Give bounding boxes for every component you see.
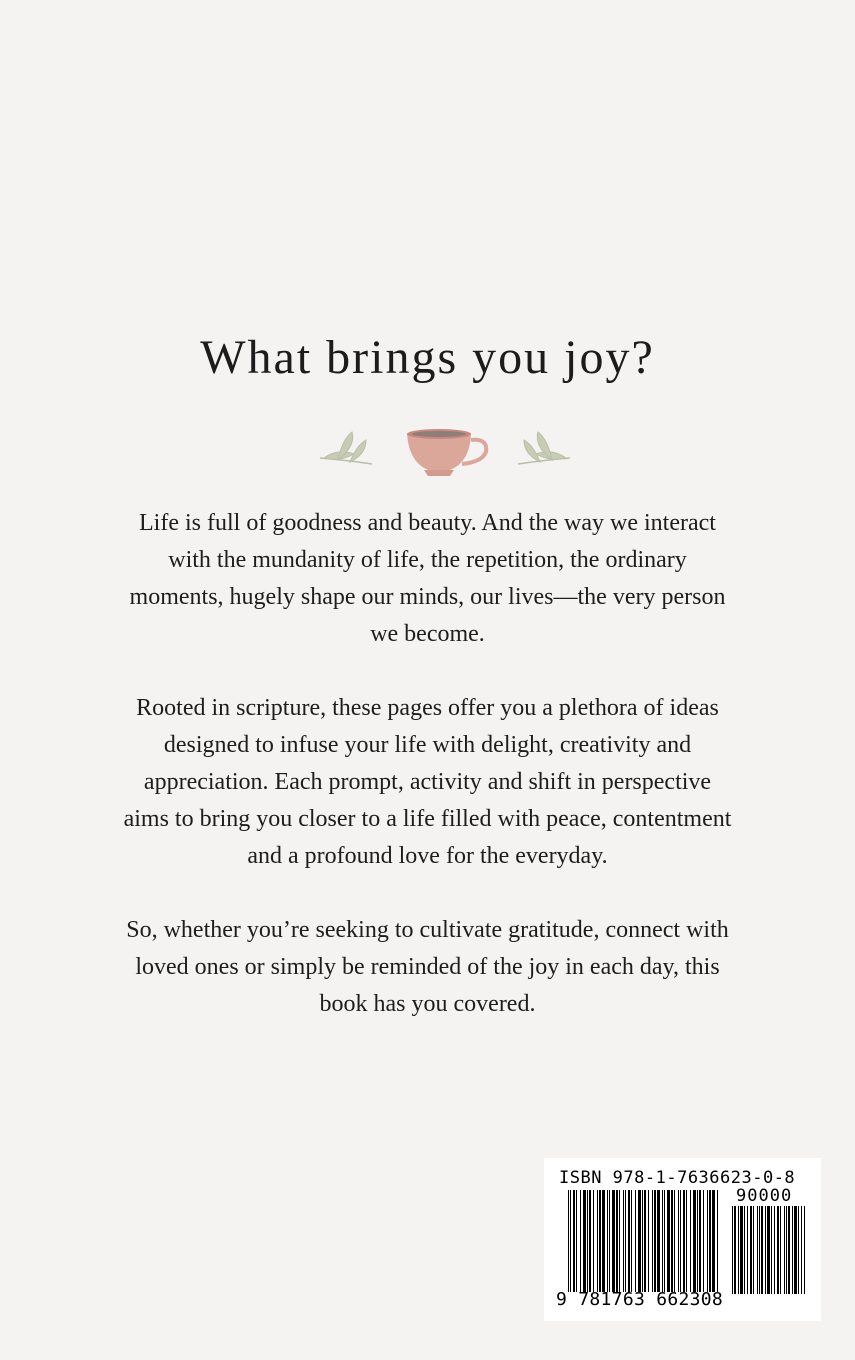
leaf-sprig-icon (320, 432, 372, 464)
barcode-bar (697, 1190, 698, 1292)
barcode-bar (642, 1190, 643, 1292)
barcode-bar (599, 1190, 601, 1292)
barcode-bar (792, 1206, 793, 1294)
barcode-bar (703, 1190, 704, 1292)
barcode-bar (625, 1190, 626, 1292)
teacup-icon (407, 429, 486, 476)
barcode-bar (686, 1190, 687, 1292)
barcode-bar (609, 1190, 610, 1292)
barcode-bar (747, 1206, 748, 1294)
barcode-bar (777, 1206, 779, 1294)
barcode-bar (761, 1206, 763, 1294)
barcode-bar (753, 1206, 754, 1294)
barcode-bar (699, 1190, 701, 1292)
barcode-bar (712, 1190, 715, 1292)
barcode-bar (757, 1206, 758, 1294)
blurb (120, 505, 735, 1060)
barcode-bar (570, 1190, 571, 1292)
price-code: 90000 (736, 1186, 793, 1206)
barcode-bar (683, 1190, 685, 1292)
barcode-bar (631, 1190, 632, 1292)
barcode-block (544, 1158, 821, 1321)
leaf-sprig-icon (518, 432, 570, 464)
barcode-bar (652, 1190, 653, 1292)
barcode-bar (740, 1206, 743, 1294)
blurb-paragraph: Rooted in scripture, these pages offer you a plethora of ideas designed to infuse your life with delight, creativity and appreciation. Each prompt, activity and shift in perspective aims to bring you closer to a life filled with peace, contentment and a profound love for the everyday. (123, 695, 732, 869)
barcode-bar (693, 1190, 696, 1292)
book-title: What brings you joy? (200, 331, 655, 384)
barcode-bar (774, 1206, 775, 1294)
barcode-bar (732, 1206, 733, 1294)
barcode-bar (780, 1206, 781, 1294)
barcode-bar (602, 1190, 605, 1292)
barcode-bar (576, 1190, 577, 1292)
barcode-bar (738, 1206, 739, 1294)
barcode-bar (607, 1190, 608, 1292)
barcode-bar (674, 1190, 675, 1292)
barcode-bar (612, 1190, 615, 1292)
barcode-bar (664, 1190, 665, 1292)
barcode-bar (587, 1190, 588, 1292)
barcode-bar (678, 1190, 679, 1292)
barcode-bar (771, 1206, 772, 1294)
barcode-bar (662, 1190, 663, 1292)
barcode-bar (750, 1206, 752, 1294)
barcode-bar (680, 1190, 681, 1292)
barcode-bar (801, 1206, 802, 1294)
barcode-bar (759, 1206, 760, 1294)
barcode-bar (644, 1190, 646, 1292)
barcode-bar (786, 1206, 787, 1294)
barcode-bar (583, 1190, 586, 1292)
barcode-bar (767, 1206, 770, 1294)
barcode-bar (589, 1190, 591, 1292)
barcode-bar (623, 1190, 624, 1292)
barcode-bar (628, 1190, 630, 1292)
barcode-bar (765, 1206, 766, 1294)
barcode-bar (667, 1190, 670, 1292)
barcode-bar (568, 1190, 569, 1292)
barcode-bar (734, 1206, 736, 1294)
barcode-bar (648, 1190, 649, 1292)
barcode-bar (635, 1190, 636, 1292)
barcode-bar (580, 1190, 581, 1292)
blurb-paragraph: Life is full of goodness and beauty. And the way we interact with the mundanity of life, the repetition, the ordinary moments, hugely shape our minds, our lives—the very person we become. (129, 510, 726, 647)
barcode-bar (657, 1190, 660, 1292)
barcode-bar (573, 1190, 575, 1292)
barcode-bar (597, 1190, 598, 1292)
barcode-bar (804, 1206, 805, 1294)
barcode-bar (707, 1190, 708, 1292)
barcode-bar (593, 1190, 594, 1292)
barcode-bar (788, 1206, 790, 1294)
barcode-bar (690, 1190, 691, 1292)
barcode-bar (744, 1206, 745, 1294)
barcode-bar (717, 1190, 718, 1292)
ean-barcode (568, 1190, 718, 1292)
barcode-bar (638, 1190, 641, 1292)
ornament-row (310, 420, 580, 486)
barcode-bar (784, 1206, 785, 1294)
barcode-bar (616, 1190, 618, 1292)
barcode-bar (654, 1190, 656, 1292)
barcode-bar (798, 1206, 799, 1294)
barcode-bar (619, 1190, 620, 1292)
barcode-bar (794, 1206, 797, 1294)
barcode-bar (709, 1190, 711, 1292)
addon-barcode (732, 1206, 805, 1294)
ean-digits: 9 781763 662308 (556, 1289, 724, 1310)
barcode-bar (671, 1190, 673, 1292)
blurb-paragraph: So, whether you’re seeking to cultivate gratitude, connect with loved ones or simply be reminded of the joy in each day, this book has you covered. (126, 917, 729, 1017)
isbn-label: ISBN 978-1-7636623-0-8 (559, 1168, 796, 1188)
